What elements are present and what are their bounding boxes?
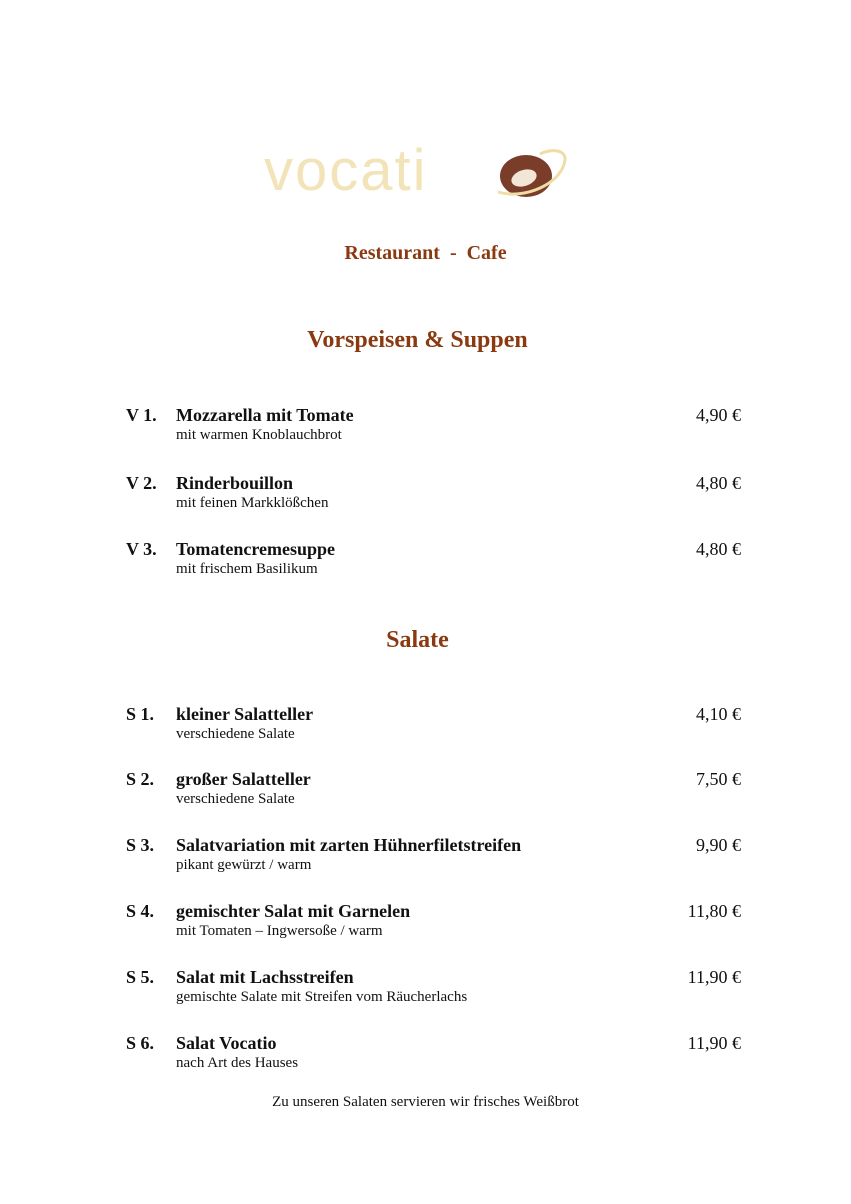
menu-item	[0, 967, 851, 1011]
item-code: S 2.	[126, 769, 155, 789]
item-price: 4,80 €	[696, 539, 741, 559]
item-name: gemischter Salat mit Garnelen	[176, 901, 411, 921]
item-code: V 2.	[126, 473, 157, 493]
item-name: großer Salatteller	[176, 769, 311, 789]
item-name: Tomatencremesuppe	[176, 539, 335, 559]
item-description: verschiedene Salate	[176, 791, 295, 807]
item-name: Salat Vocatio	[176, 1033, 277, 1053]
item-description: mit Tomaten – Ingwersoße / warm	[176, 923, 383, 939]
item-code: S 5.	[126, 967, 155, 987]
footer-note: Zu unseren Salaten servieren wir frisches Weißbrot	[272, 1094, 579, 1110]
item-description: nach Art des Hauses	[176, 1055, 299, 1071]
menu-item	[0, 835, 851, 879]
item-price: 4,10 €	[696, 704, 741, 724]
menu-item	[0, 769, 851, 813]
item-price: 11,90 €	[687, 967, 741, 987]
item-description: pikant gewürzt / warm	[176, 857, 312, 873]
item-name: Rinderbouillon	[176, 473, 294, 493]
section-title-salate: Salate	[386, 627, 449, 653]
item-price: 4,90 €	[696, 405, 741, 425]
item-name: Salatvariation mit zarten Hühnerfiletstreifen	[176, 835, 522, 855]
item-code: S 4.	[126, 901, 155, 921]
item-price: 11,90 €	[687, 1033, 741, 1053]
menu-item	[0, 704, 851, 748]
logo-ring-icon	[498, 151, 565, 197]
menu-item	[0, 539, 851, 583]
item-description: mit frischem Basilikum	[176, 561, 318, 577]
item-price: 9,90 €	[696, 835, 741, 855]
item-price: 11,80 €	[687, 901, 741, 921]
menu-item	[0, 1033, 851, 1077]
item-code: S 3.	[126, 835, 155, 855]
menu-item	[0, 901, 851, 945]
item-code: V 3.	[126, 539, 157, 559]
item-code: S 1.	[126, 704, 155, 724]
vocatio-logo	[262, 140, 572, 204]
item-name: Mozzarella mit Tomate	[176, 405, 354, 425]
menu-item	[0, 473, 851, 517]
item-price: 7,50 €	[696, 769, 741, 789]
restaurant-subtitle: Restaurant - Cafe	[344, 242, 507, 264]
item-name: Salat mit Lachsstreifen	[176, 967, 354, 987]
item-description: gemischte Salate mit Streifen vom Räucherlachs	[176, 989, 468, 1005]
item-name: kleiner Salatteller	[176, 704, 314, 724]
logo-wordmark: vocati	[264, 140, 428, 203]
item-price: 4,80 €	[696, 473, 741, 493]
section-title-vorspeisen: Vorspeisen & Suppen	[307, 327, 528, 353]
item-description: mit feinen Markklößchen	[176, 495, 329, 511]
item-description: mit warmen Knoblauchbrot	[176, 427, 342, 443]
item-description: verschiedene Salate	[176, 726, 295, 742]
item-code: V 1.	[126, 405, 157, 425]
menu-item	[0, 405, 851, 449]
item-code: S 6.	[126, 1033, 155, 1053]
